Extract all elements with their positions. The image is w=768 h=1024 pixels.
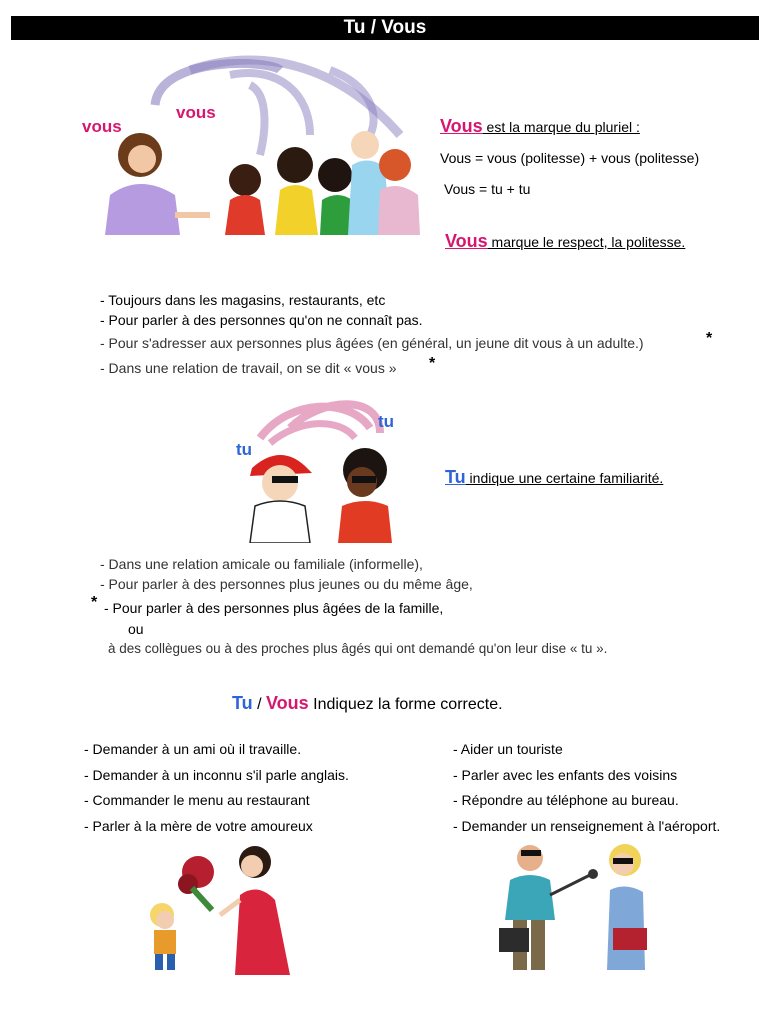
- vous-star-1: *: [706, 330, 713, 347]
- vous-label-right: vous: [176, 103, 216, 122]
- vous-word: Vous: [440, 116, 483, 136]
- vous-plural-text: est la marque du pluriel :: [482, 119, 640, 135]
- vous-equation-2: Vous = tu + tu: [444, 181, 531, 197]
- tu-bullet-1: - Dans une relation amicale ou familiale (informelle),: [100, 556, 423, 572]
- tu-heading-line: [445, 467, 663, 488]
- group-people-drawing: [80, 55, 425, 235]
- exercise-left-2: - Demander à un inconnu s'il parle anglais.: [84, 767, 349, 783]
- tu-illustration: [230, 398, 410, 543]
- tu-or: ou: [128, 621, 144, 637]
- vous-plural-heading: [440, 116, 640, 137]
- tourist-interview-drawing: [495, 840, 660, 975]
- exercise-heading: [232, 693, 503, 714]
- vous-respect-text: marque le respect, la politesse.: [487, 234, 686, 250]
- vous-bullet-2: - Pour parler à des personnes qu'on ne connaît pas.: [100, 312, 423, 328]
- flowers-gift-drawing: [140, 840, 300, 975]
- vous-bullet-3: - Pour s'adresser aux personnes plus âgées (en général, un jeune dit vous à un adulte.): [100, 335, 644, 351]
- exercise-vous: Vous: [266, 693, 309, 713]
- tu-label-right: tu: [378, 412, 395, 431]
- vous-respect-word: Vous: [445, 231, 488, 251]
- tu-familiarity-text: indique une certaine familiarité.: [465, 470, 664, 486]
- vous-bullet-1: - Toujours dans les magasins, restaurants, etc: [100, 292, 386, 308]
- vous-star-2: *: [429, 355, 436, 372]
- tu-word: Tu: [445, 467, 466, 487]
- vous-label-left: vous: [82, 117, 122, 136]
- tu-bullet-2: - Pour parler à des personnes plus jeunes ou du même âge,: [100, 576, 473, 592]
- exercise-right-1: - Aider un touriste: [453, 741, 563, 757]
- exercise-right-4: - Demander un renseignement à l'aéroport.: [453, 818, 721, 834]
- tu-bullet-3: - Pour parler à des personnes plus âgées de la famille,: [104, 600, 444, 616]
- tu-star: *: [91, 594, 98, 611]
- vous-illustration: [80, 55, 425, 235]
- tu-label-left: tu: [236, 440, 253, 459]
- vous-equation-1: Vous = vous (politesse) + vous (politesse): [440, 150, 700, 166]
- exercise-instruction: Indiquez la forme correcte.: [308, 696, 503, 713]
- vous-respect-line: [445, 231, 685, 252]
- exercise-left-4: - Parler à la mère de votre amoureux: [84, 818, 313, 834]
- page-title: Tu / Vous: [11, 16, 759, 40]
- exercise-tu: Tu: [232, 693, 253, 713]
- exercise-left-3: - Commander le menu au restaurant: [84, 792, 310, 808]
- exercise-left-1: - Demander à un ami où il travaille.: [84, 741, 302, 757]
- tu-last-line: à des collègues ou à des proches plus âgés qui ont demandé qu'on leur dise « tu ».: [108, 641, 608, 656]
- exercise-right-2: - Parler avec les enfants des voisins: [453, 767, 678, 783]
- exercise-right-3: - Répondre au téléphone au bureau.: [453, 792, 679, 808]
- exercise-slash: /: [252, 696, 266, 713]
- vous-bullet-4: - Dans une relation de travail, on se dit « vous »: [100, 360, 397, 376]
